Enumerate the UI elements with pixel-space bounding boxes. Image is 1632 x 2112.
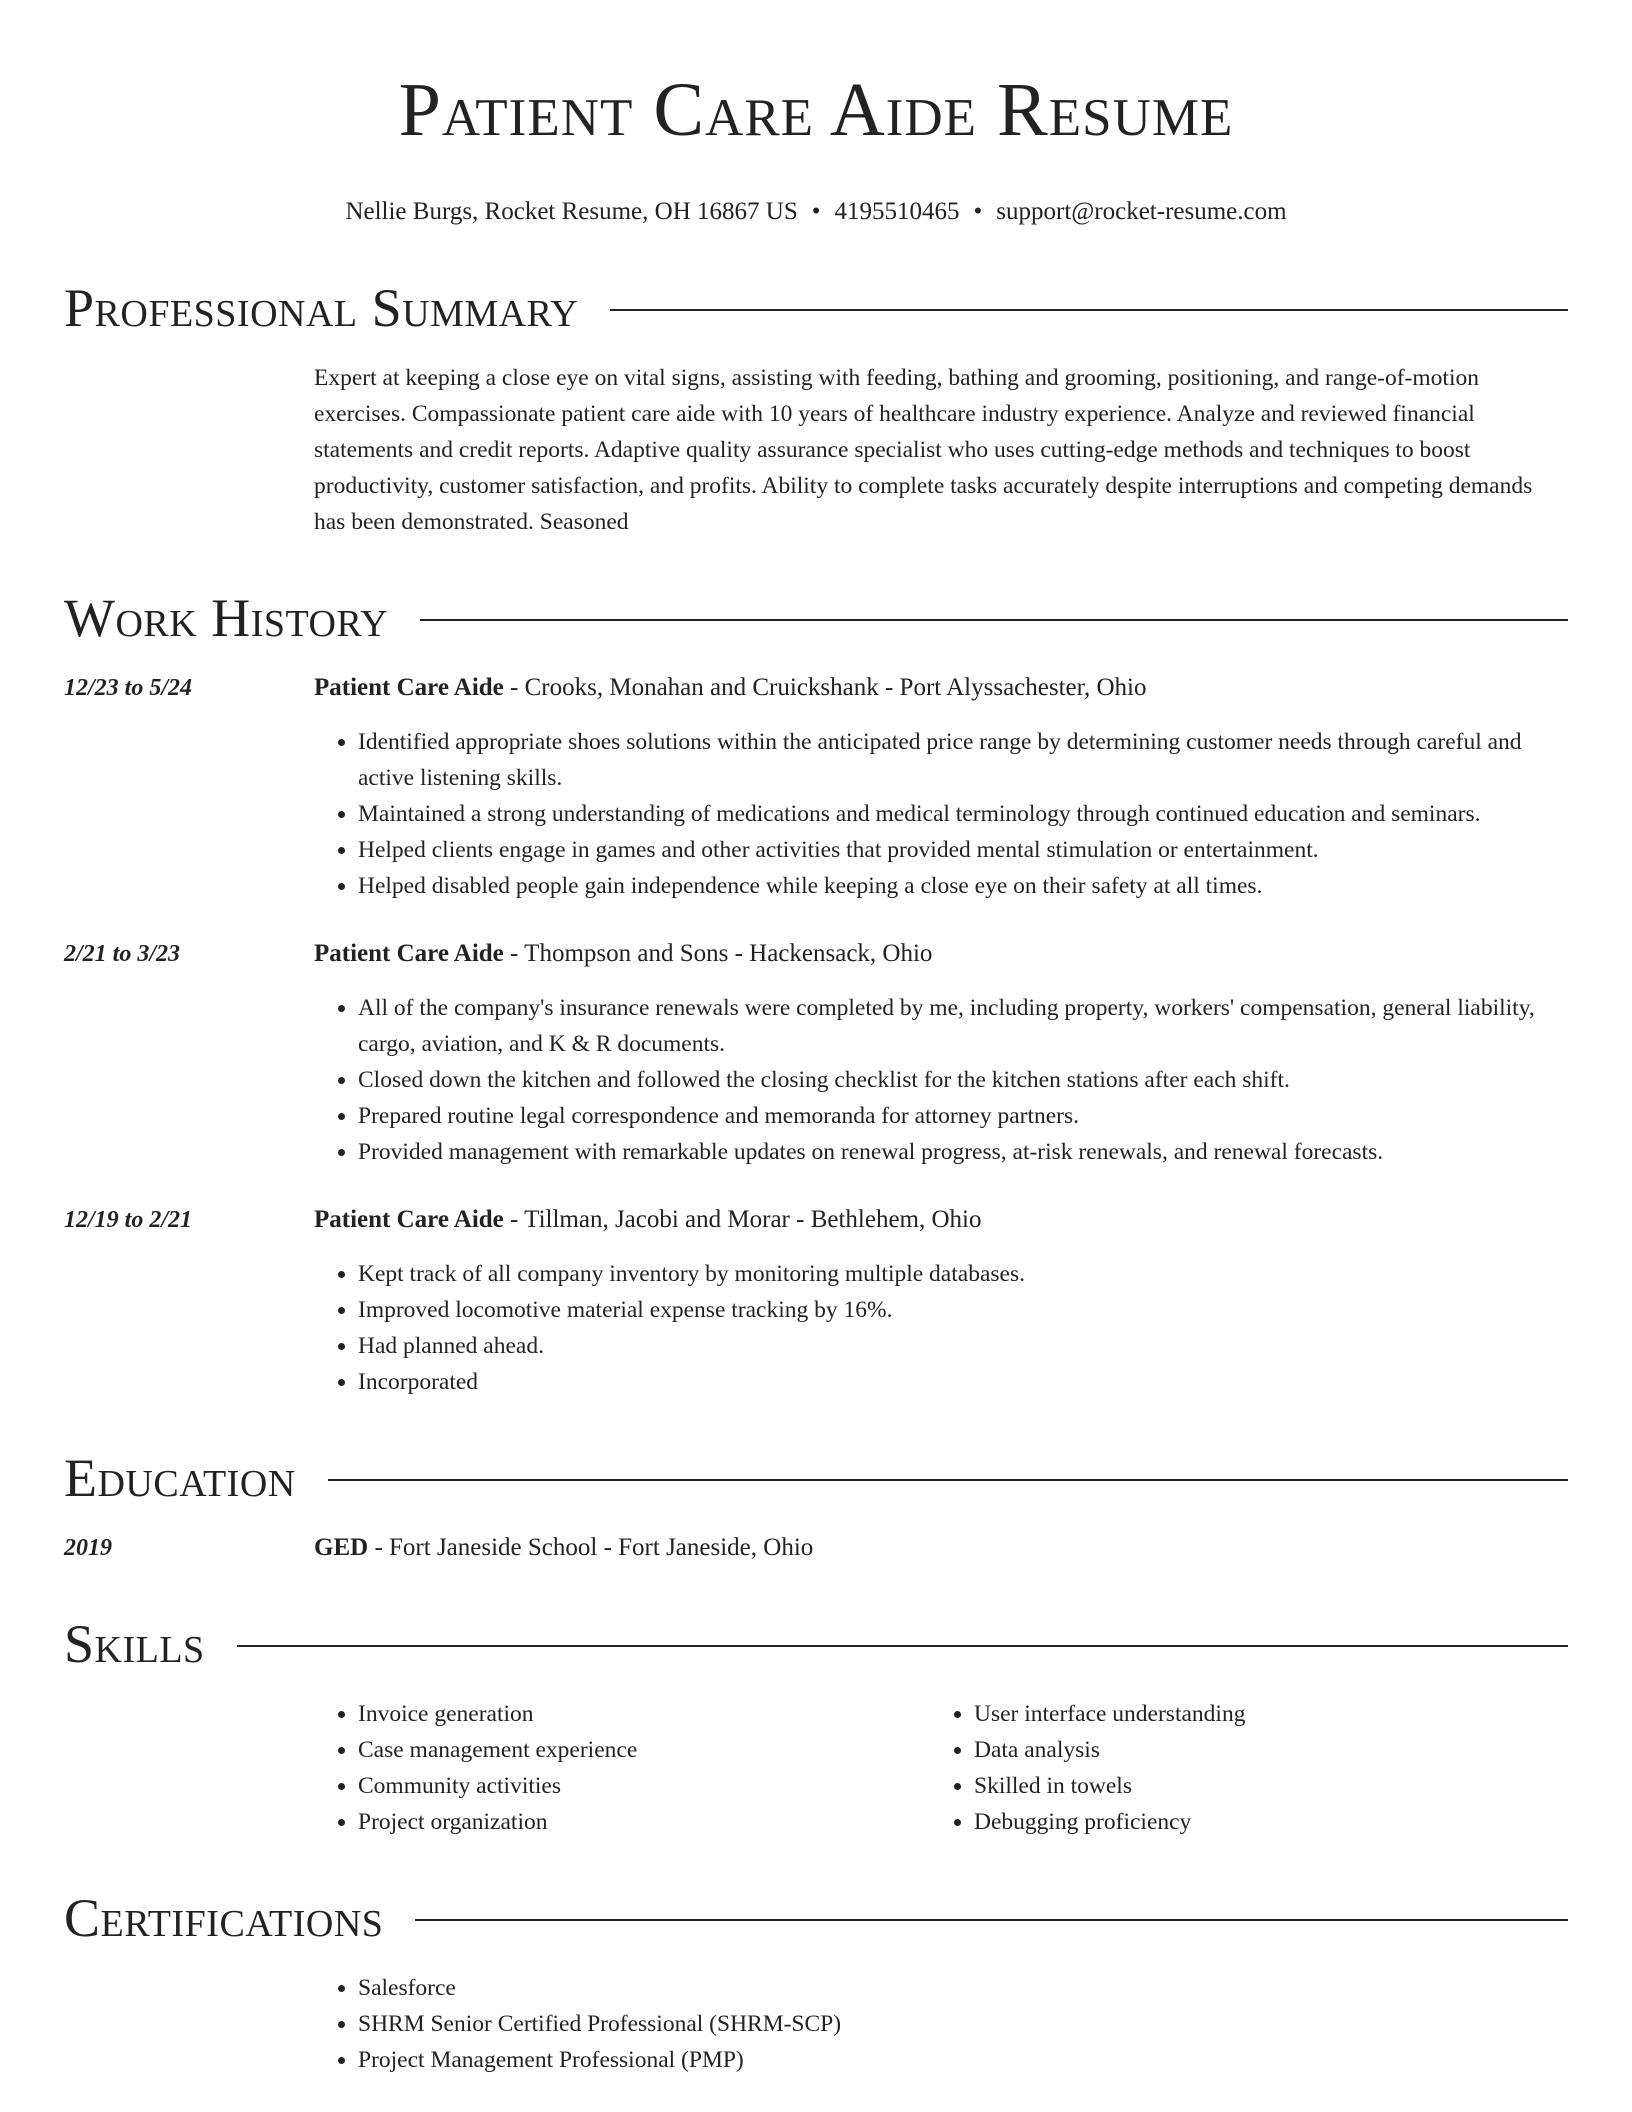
- education-body: [314, 1530, 1568, 1566]
- job-details: - Thompson and Sons - Hackensack, Ohio: [503, 940, 933, 967]
- contact-email: support@rocket-resume.com: [996, 198, 1287, 225]
- certification-item: • Project Management Professional (PMP): [358, 2042, 1568, 2078]
- job-dates: 2/21 to 3/23: [64, 941, 181, 967]
- list-item: • Helped clients engage in games and other activities that provided mental stimulation or entertainment.: [358, 832, 1568, 868]
- education-details: - Fort Janeside School - Fort Janeside, Ohio: [368, 1534, 814, 1561]
- list-item: • Identified appropriate shoes solutions within the anticipated price range by determining customer needs through careful and active listening skills.: [358, 724, 1568, 796]
- job-entry: [64, 670, 1568, 904]
- job-heading: [314, 936, 1568, 972]
- skill-item: • Invoice generation: [358, 1696, 930, 1732]
- education-section-header: [64, 1446, 1568, 1510]
- certifications-list: [314, 1970, 1568, 2078]
- list-item: • Had planned ahead.: [358, 1328, 1568, 1364]
- section-divider: [237, 1645, 1568, 1647]
- work-heading: Work History: [64, 588, 389, 648]
- list-item: • Prepared routine legal correspondence and memoranda for attorney partners.: [358, 1098, 1568, 1134]
- job-details: - Crooks, Monahan and Cruickshank - Port Alyssachester, Ohio: [503, 674, 1147, 701]
- job-entry: [64, 1202, 1568, 1400]
- job-dates: 12/23 to 5/24: [64, 675, 193, 701]
- summary-text: Expert at keeping a close eye on vital signs, assisting with feeding, bathing and grooming, positioning, and range-of-motion exercises. Compassionate patient care aide with 10 years of healthcare industry experience. Analyze and reviewed financial statements and credit reports. Adaptive quality assurance specialist who uses cutting-edge methods and techniques to boost productivity, customer satisfaction, and profits. Ability to complete tasks accurately despite interruptions and competing demands has been demonstrated. Seasoned: [314, 365, 1533, 535]
- section-divider: [420, 619, 1568, 621]
- job-details: - Tillman, Jacobi and Morar - Bethlehem, Ohio: [503, 1206, 982, 1233]
- section-divider: [610, 309, 1568, 311]
- skills-section-header: [64, 1612, 1568, 1676]
- certifications-items: [314, 1970, 1568, 2078]
- education-degree: GED: [314, 1534, 369, 1561]
- summary-section-header: [64, 276, 1568, 340]
- list-item: • Closed down the kitchen and followed the closing checklist for the kitchen stations after each shift.: [358, 1062, 1568, 1098]
- job-body: [314, 936, 1568, 1170]
- section-divider: [415, 1919, 1568, 1921]
- work-history-list: [64, 670, 1568, 1400]
- certifications-heading: Certifications: [64, 1888, 384, 1948]
- certifications-section-header: [64, 1886, 1568, 1950]
- skills-list: [314, 1696, 1568, 1840]
- skills-column-left: [314, 1696, 930, 1840]
- job-body: [314, 670, 1568, 904]
- education-heading: Education: [64, 1448, 296, 1508]
- job-title: Patient Care Aide: [314, 940, 504, 967]
- skill-item: • Project organization: [358, 1804, 930, 1840]
- list-item: • Improved locomotive material expense tracking by 16%.: [358, 1292, 1568, 1328]
- certification-item: • SHRM Senior Certified Professional (SHRM-SCP): [358, 2006, 1568, 2042]
- skills-heading: Skills: [64, 1614, 205, 1674]
- education-entry: [64, 1530, 1568, 1566]
- education-heading-line: [314, 1530, 1568, 1566]
- education-year: 2019: [64, 1535, 112, 1561]
- contact-line: [64, 194, 1568, 230]
- section-divider: [328, 1479, 1568, 1481]
- job-bullets: [314, 724, 1568, 904]
- job-body: [314, 1202, 1568, 1400]
- work-section-header: [64, 586, 1568, 650]
- list-item: • Provided management with remarkable updates on renewal progress, at-risk renewals, and renewal forecasts.: [358, 1134, 1568, 1170]
- summary-heading: Professional Summary: [64, 278, 579, 338]
- contact-separator: •: [973, 198, 983, 225]
- contact-phone: 4195510465: [834, 198, 960, 225]
- job-entry: [64, 936, 1568, 1170]
- page-title: Patient Care Aide Resume: [398, 68, 1234, 152]
- job-title: Patient Care Aide: [314, 674, 504, 701]
- contact-separator: •: [811, 198, 821, 225]
- skill-item: • Case management experience: [358, 1732, 930, 1768]
- skill-item: • User interface understanding: [974, 1696, 1546, 1732]
- job-bullets: [314, 990, 1568, 1170]
- certification-item: • Salesforce: [358, 1970, 1568, 2006]
- skill-item: • Data analysis: [974, 1732, 1546, 1768]
- contact-address: Nellie Burgs, Rocket Resume, OH 16867 US: [345, 198, 798, 225]
- list-item: • Helped disabled people gain independence while keeping a close eye on their safety at all times.: [358, 868, 1568, 904]
- job-dates: 12/19 to 2/21: [64, 1207, 193, 1233]
- job-heading: [314, 670, 1568, 706]
- list-item: • Kept track of all company inventory by monitoring multiple databases.: [358, 1256, 1568, 1292]
- list-item: • All of the company's insurance renewals were completed by me, including property, workers' compensation, general liability, cargo, aviation, and K & R documents.: [358, 990, 1568, 1062]
- skills-column-right: [930, 1696, 1546, 1840]
- job-heading: [314, 1202, 1568, 1238]
- job-title: Patient Care Aide: [314, 1206, 504, 1233]
- job-bullets: [314, 1256, 1568, 1400]
- skill-item: • Community activities: [358, 1768, 930, 1804]
- skill-item: • Debugging proficiency: [974, 1804, 1546, 1840]
- skill-item: • Skilled in towels: [974, 1768, 1546, 1804]
- list-item: • Maintained a strong understanding of medications and medical terminology through continued education and seminars.: [358, 796, 1568, 832]
- list-item: • Incorporated: [358, 1364, 1568, 1400]
